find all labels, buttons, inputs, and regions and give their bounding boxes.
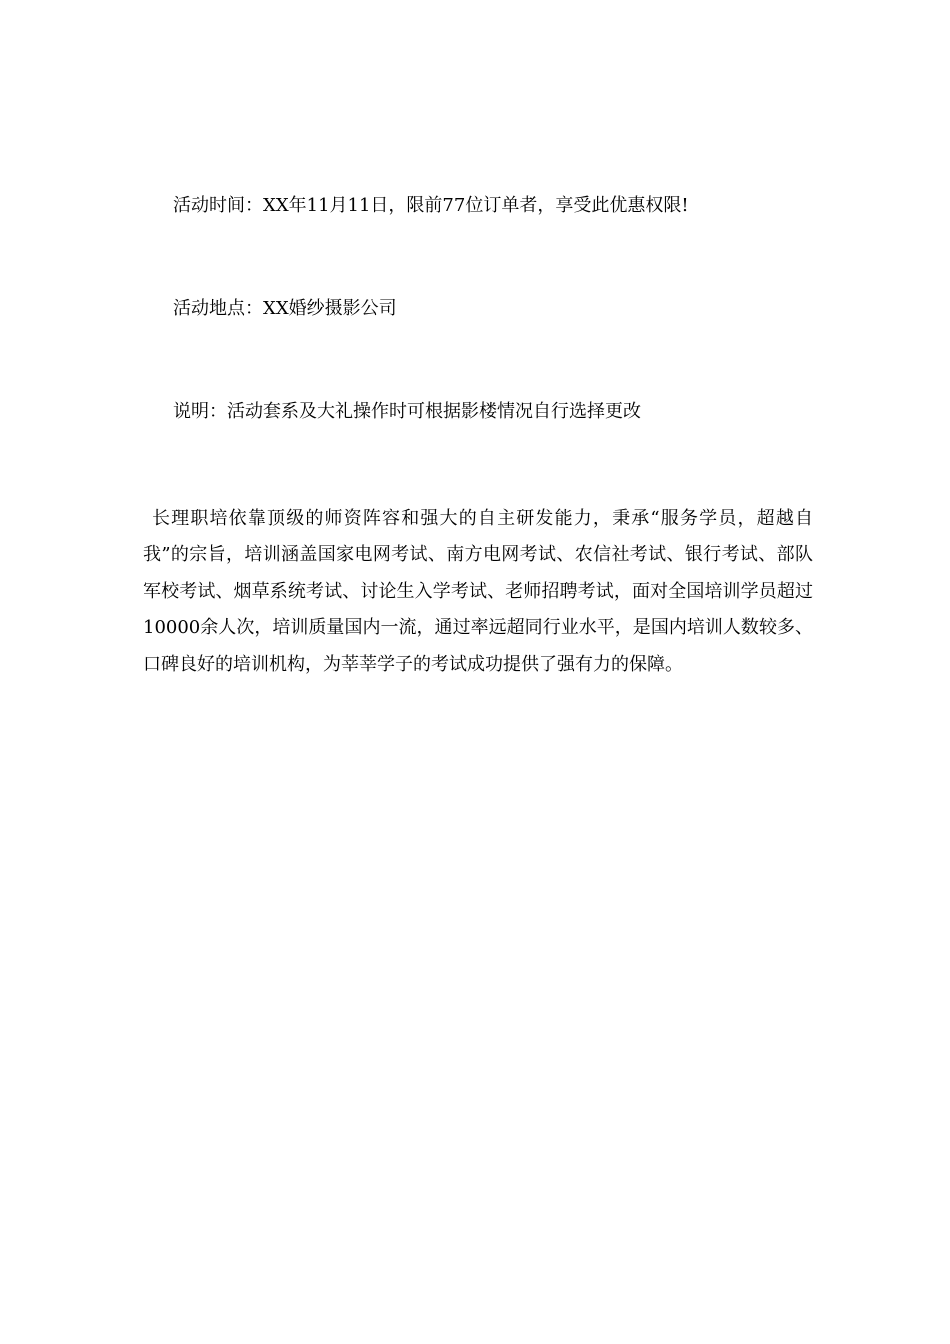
intro-paragraph: 长理职培依靠顶级的师资阵容和强大的自主研发能力，秉承“服务学员，超越自我”的宗旨，培训涵盖国家电网考试、南方电网考试、农信社考试、银行考试、部队军校考试、烟草系统考试、讨论生入学考试、老师招聘考试，面对全国培训学员超过10000余人次，培训质量国内一流，通过率远超同行业水平，是国内培训人数较多、口碑良好的培训机构，为莘莘学子的考试成功提供了强有力的保障。 <box>143 508 813 675</box>
activity-time-line: 活动时间：XX年11月11日，限前77位订单者，享受此优惠权限! <box>173 195 689 216</box>
note-line: 说明：活动套系及大礼操作时可根据影楼情况自行选择更改 <box>173 401 641 422</box>
activity-location-line: 活动地点：XX婚纱摄影公司 <box>173 298 397 319</box>
